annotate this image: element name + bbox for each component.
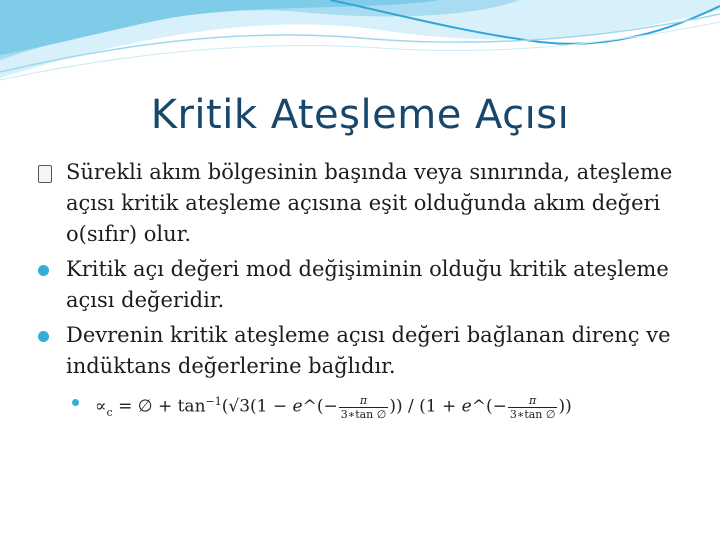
bullet-box-icon: [38, 157, 52, 192]
formula-e: e: [292, 396, 303, 417]
formula-lhs: ∝: [95, 396, 107, 417]
bullet-item: [38, 320, 678, 382]
bullet-text: Kritik açı değeri mod değişiminin olduğu kritik ateşleme açısı değeridir.: [66, 257, 669, 312]
bullet-list: [38, 157, 678, 422]
bullet-item: [38, 254, 678, 316]
formula-part: ^(−: [471, 396, 507, 417]
formula-part: ^(−: [302, 396, 338, 417]
bullet-dot-icon: [38, 254, 49, 285]
bullet-dot-icon: [72, 399, 79, 406]
formula-fraction: [508, 394, 558, 421]
formula: [38, 386, 678, 422]
formula-part: = ∅ + tan: [118, 396, 206, 417]
fraction-denominator: 3∗tan ∅: [509, 407, 556, 421]
formula-lhs-sub: c: [106, 406, 113, 420]
bullet-item: [38, 157, 678, 250]
bullet-text: Sürekli akım bölgesinin başında veya sınırında, ateşleme açısı kritik ateşleme açısına eşit olduğunda akım değeri o(sıfır) olur.: [66, 160, 673, 246]
fraction-denominator: 3∗tan ∅: [340, 407, 387, 421]
formula-e: e: [461, 396, 472, 417]
bullet-text: Devrenin kritik ateşleme açısı değeri bağlanan direnç ve indüktans değerlerine bağlıdır.: [66, 323, 671, 378]
fraction-numerator: π: [508, 394, 558, 408]
formula-part: (√3(1 −: [221, 396, 293, 417]
fraction-numerator: π: [339, 394, 389, 408]
formula-part: )): [558, 396, 572, 417]
formula-fraction: [339, 394, 389, 421]
formula-sup: −1: [205, 395, 222, 408]
slide-title: Kritik Ateşleme Açısı: [150, 92, 570, 138]
bullet-dot-icon: [38, 320, 49, 351]
formula-part: )) / (1 +: [389, 396, 462, 417]
